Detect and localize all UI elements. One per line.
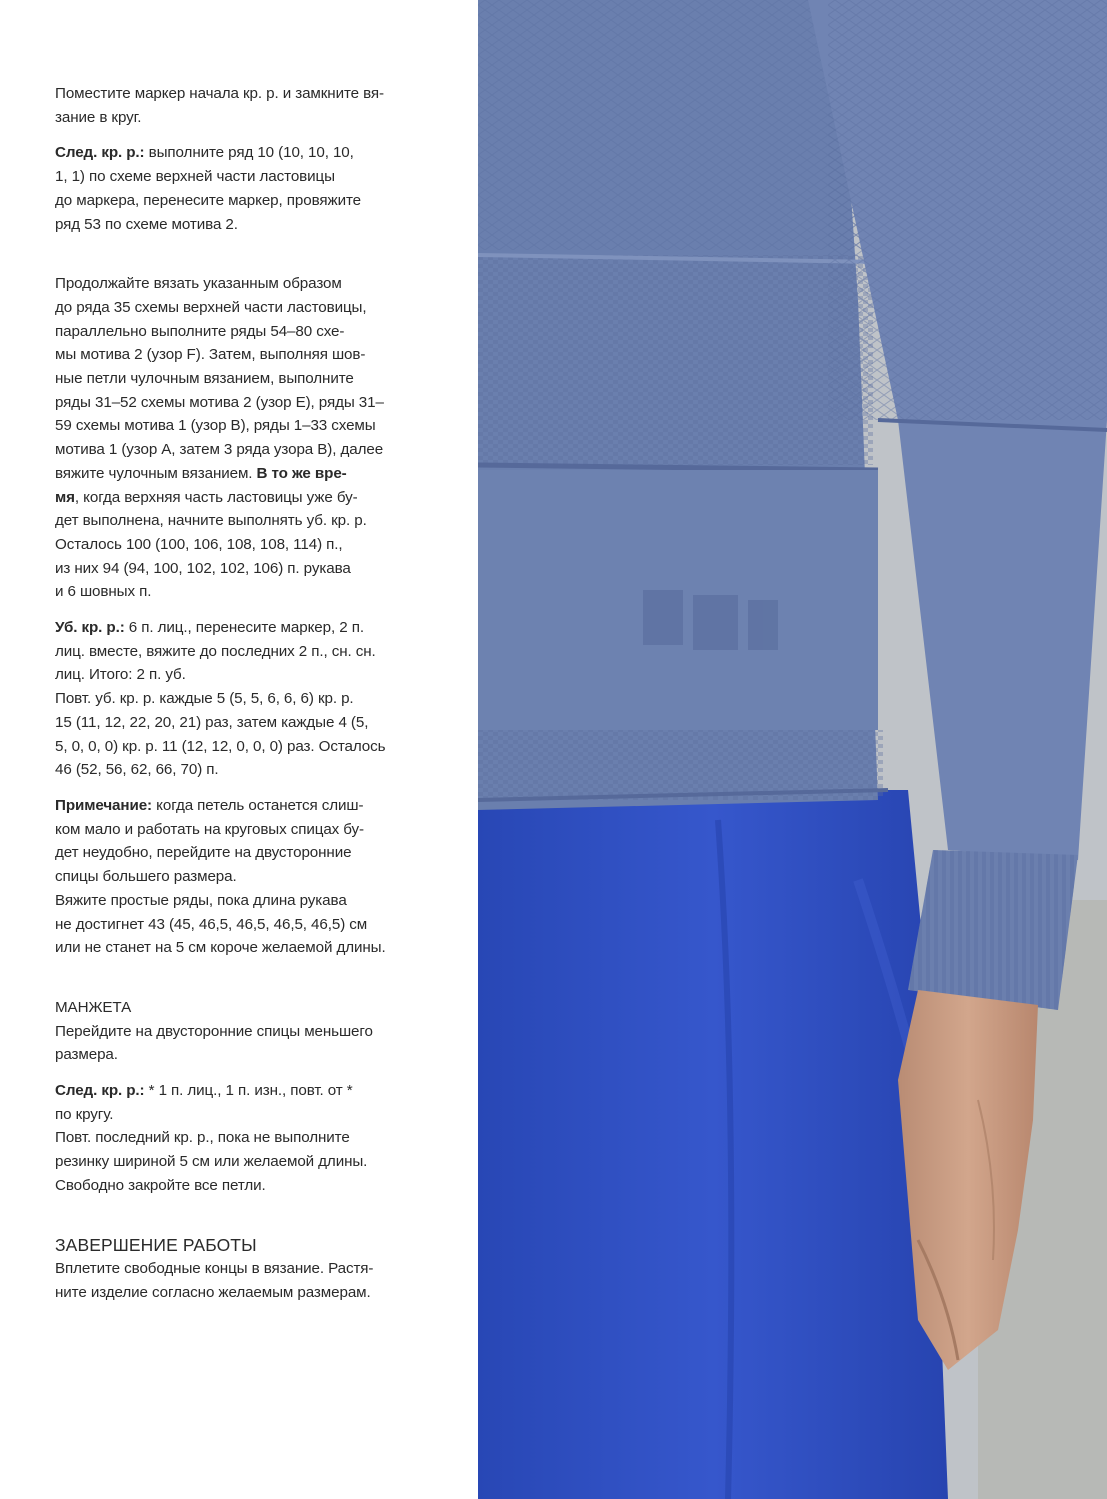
paragraph-decrease-round xyxy=(55,616,465,782)
text-line: ком мало и работать на круговых спицах бу- xyxy=(55,820,364,838)
text-line: 59 схемы мотива 1 (узор B), ряды 1–33 схемы xyxy=(55,417,376,435)
text-line: Поместите маркер начала кр. р. и замкните вя- xyxy=(55,85,385,102)
text-line xyxy=(55,462,465,486)
bold-run: В то же вре- xyxy=(256,464,347,482)
text-line: 15 (11, 12, 22, 20, 21) раз, затем каждые 4 (5, xyxy=(55,713,369,731)
text-line: ряд 53 по схеме мотива 2. xyxy=(55,215,238,233)
text-line: мотива 1 (узор A, затем 3 ряда узора B), далее xyxy=(55,441,384,459)
heading-text: ЗАВЕРШЕНИЕ РАБОТЫ xyxy=(55,1234,257,1255)
text-line: Перейдите на двусторонние спицы меньшего xyxy=(55,1022,373,1040)
text-line: зание в круг. xyxy=(55,108,142,126)
text-line: дет выполнена, начните выполнять уб. кр. р. xyxy=(55,512,367,530)
text-line: Продолжайте вязать указанным образом xyxy=(55,275,342,293)
text-line: размера. xyxy=(55,1046,118,1064)
text-line: мы мотива 2 (узор F). Затем, выполняя шов- xyxy=(55,346,366,364)
paragraph-cuff-round xyxy=(55,1079,465,1198)
text-line xyxy=(55,141,465,165)
bold-lead: След. кр. р.: xyxy=(55,144,145,162)
text-line: по кругу. xyxy=(55,1105,114,1123)
paragraph-marker xyxy=(55,82,465,129)
text-line: 1, 1) по схеме верхней части ластовицы xyxy=(55,168,335,186)
text-run: * 1 п. лиц., 1 п. изн., повт. от * xyxy=(144,1082,353,1100)
paragraph-continue xyxy=(55,272,465,604)
text-line: лиц. вместе, вяжите до последних 2 п., сн. сн. xyxy=(55,642,376,660)
text-line: не достигнет 43 (45, 46,5, 46,5, 46,5, 46,5) см xyxy=(55,915,368,933)
text-line: лиц. Итого: 2 п. уб. xyxy=(55,666,186,684)
text-line: и 6 шовных п. xyxy=(55,583,152,601)
text-line: до ряда 35 схемы верхней части ластовицы, xyxy=(55,298,367,316)
bold-lead: След. кр. р.: xyxy=(55,1082,145,1100)
paragraph-cuff-needles xyxy=(55,1020,465,1067)
instructions-column xyxy=(55,82,465,1305)
text-line xyxy=(55,486,465,510)
text-line: до маркера, перенесите маркер, провяжите xyxy=(55,191,361,209)
text-line: Свободно закройте все петли. xyxy=(55,1176,266,1194)
text-line: ните изделие согласно желаемым размерам. xyxy=(55,1283,371,1301)
bold-lead: Уб. кр. р.: xyxy=(55,619,125,637)
sweater-photo xyxy=(478,0,1107,1499)
text-run: когда петель останется слиш- xyxy=(152,796,364,814)
text-line: Повт. уб. кр. р. каждые 5 (5, 5, 6, 6, 6) кр. р. xyxy=(55,690,354,708)
text-line: Вяжите простые ряды, пока длина рукава xyxy=(55,891,347,909)
text-line xyxy=(55,794,465,818)
section-heading-finishing xyxy=(55,1234,465,1258)
text-line: Повт. последний кр. р., пока не выполните xyxy=(55,1129,350,1147)
text-line: Осталось 100 (100, 106, 108, 108, 114) п., xyxy=(55,535,343,553)
text-line: Вплетите свободные концы в вязание. Растя- xyxy=(55,1260,374,1278)
text-run: , когда верхняя часть ластовицы уже бу- xyxy=(74,488,358,506)
text-line: дет неудобно, перейдите на двусторонние xyxy=(55,844,352,862)
paragraph-next-round xyxy=(55,141,465,236)
section-heading-cuff xyxy=(55,996,465,1020)
text-line: или не станет на 5 см короче желаемой длины. xyxy=(55,939,386,957)
text-line: параллельно выполните ряды 54–80 схе- xyxy=(55,322,345,340)
text-line xyxy=(55,1079,465,1103)
text-run: 6 п. лиц., перенесите маркер, 2 п. xyxy=(124,619,364,637)
text-line: ряды 31–52 схемы мотива 2 (узор E), ряды 31– xyxy=(55,393,384,411)
bold-lead: Примечание: xyxy=(55,796,153,814)
text-line: 46 (52, 56, 62, 66, 70) п. xyxy=(55,761,219,779)
text-line: резинку шириной 5 см или желаемой длины. xyxy=(55,1153,368,1171)
text-run: вяжите чулочным вязанием. xyxy=(55,464,257,482)
paragraph-finishing xyxy=(55,1257,465,1304)
text-line xyxy=(55,616,465,640)
text-line: из них 94 (94, 100, 102, 102, 106) п. рукава xyxy=(55,559,351,577)
text-line: спицы большего размера. xyxy=(55,868,237,886)
text-line: ные петли чулочным вязанием, выполните xyxy=(55,370,354,388)
text-run: выполните ряд 10 (10, 10, 10, xyxy=(144,144,354,162)
heading-text: МАНЖЕТА xyxy=(55,998,132,1016)
text-line: 5, 0, 0, 0) кр. р. 11 (12, 12, 0, 0, 0) раз. Осталось xyxy=(55,737,386,755)
paragraph-note xyxy=(55,794,465,960)
bold-run: мя xyxy=(55,488,75,506)
